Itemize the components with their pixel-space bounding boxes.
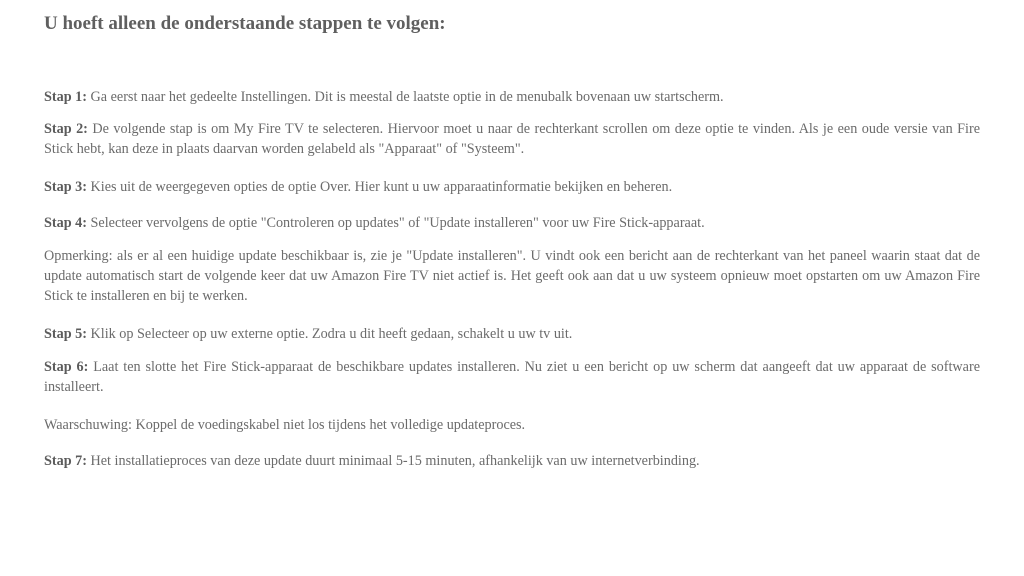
step-2-paragraph xyxy=(44,119,980,159)
step-text: Ga eerst naar het gedeelte Instellingen. Dit is meestal de laatste optie in de menubalk bovenaan uw startscherm. xyxy=(86,89,724,105)
step-text: Het installatieproces van deze update duurt minimaal 5-15 minuten, afhankelijk van uw internetverbinding. xyxy=(86,453,700,469)
step-text: De volgende stap is om My Fire TV te selecteren. Hiervoor moet u naar de rechterkant scrollen om deze optie te vinden. Als je een oude versie van Fire Stick hebt, kan deze in plaats daarvan worden gelabeld als "Apparaat" of "Systeem". xyxy=(44,121,981,157)
step-label: Stap 2: xyxy=(44,121,88,137)
step-label: Stap 7: xyxy=(44,453,87,469)
step-5-paragraph xyxy=(44,324,980,344)
step-7-paragraph xyxy=(44,451,980,471)
step-label: Stap 6: xyxy=(44,359,89,375)
step-label: Stap 5: xyxy=(44,326,87,342)
note-paragraph xyxy=(44,246,980,306)
step-text: Selecteer vervolgens de optie "Controleren op updates" of "Update installeren" voor uw Fire Stick-apparaat. xyxy=(86,215,705,231)
step-6-paragraph xyxy=(44,357,980,397)
step-label: Stap 4: xyxy=(44,215,87,231)
step-4-paragraph xyxy=(44,213,980,233)
step-text: Klik op Selecteer op uw externe optie. Zodra u dit heeft gedaan, schakelt u uw tv uit. xyxy=(86,326,573,342)
step-label: Stap 3: xyxy=(44,179,87,195)
warning-paragraph xyxy=(44,415,980,435)
step-3-paragraph xyxy=(44,177,980,197)
page-title: U hoeft alleen de onderstaande stappen te volgen: xyxy=(44,13,446,34)
step-label: Stap 1: xyxy=(44,89,87,105)
warning-text: Waarschuwing: Koppel de voedingskabel niet los tijdens het volledige updateproces. xyxy=(44,417,526,433)
step-text: Laat ten slotte het Fire Stick-apparaat de beschikbare updates installeren. Nu ziet u een bericht op uw scherm dat aangeeft dat uw apparaat de software installeert. xyxy=(44,359,980,395)
note-text: Opmerking: als er al een huidige update beschikbaar is, zie je "Update installeren". U vindt ook een bericht aan de rechterkant van het paneel waarin staat dat de update automatisch start de volgende keer dat uw Amazon Fire TV niet actief is. Het geeft ook aan dat u uw systeem opnieuw moet opstarten om uw Amazon Fire Stick te installeren en bij te werken. xyxy=(44,248,980,304)
step-text: Kies uit de weergegeven opties de optie Over. Hier kunt u uw apparaatinformatie bekijken en beheren. xyxy=(86,179,673,195)
step-1-paragraph xyxy=(44,87,980,107)
